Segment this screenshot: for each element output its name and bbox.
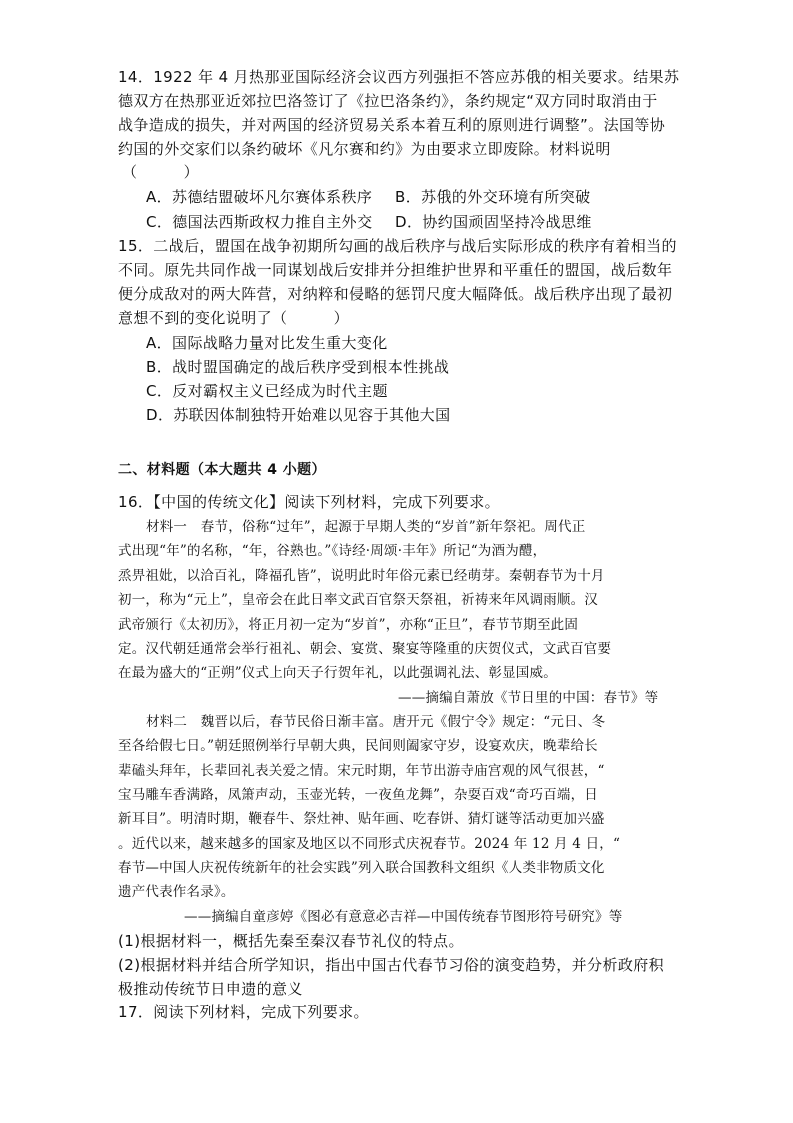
material1-line-1: 材料一 春节，俗称“过年”，起源于早期人类的“岁首”新年祭祀。周代正 xyxy=(146,519,586,535)
q14-option-a: A．苏德结盟破坏凡尔赛体系秩序 xyxy=(146,188,373,206)
q15-line-2: 不同。原先共同作战一同谋划战后安排并分担维护世界和平重任的盟国，战后数年 xyxy=(118,261,673,279)
material2-source: ——摘编自童彦婷《图必有意意必吉祥—中国传统春节图形符号研究》等 xyxy=(184,909,623,925)
material2-line-2: 至各给假七日。”朝廷照例举行早朝大典，民间则阖家守岁，设宴欢庆，晚辈给长 xyxy=(118,738,598,754)
material2-line-6: 。近代以来，越来越多的国家及地区以不同形式庆祝春节。2024 年 12 月 4 日，“ xyxy=(118,836,621,852)
q16-subquestion-2-line-2: 极推动传统节日申遗的意义 xyxy=(118,980,303,998)
q15-line-3: 便分成敌对的两大阵营，对纳粹和侵略的惩罚尺度大幅降低。战后秩序出现了最初 xyxy=(118,285,673,303)
q15-option-d: D．苏联因体制独特开始难以见容于其他大国 xyxy=(146,406,451,424)
material1-line-2: 式出现“年”的名称，“年，谷熟也。”《诗经·周颂·丰年》所记“为酒为醴， xyxy=(118,543,547,559)
q14-line-4: 约国的外交家们以条约破坏《凡尔赛和约》为由要求立即废除。材料说明 xyxy=(118,140,611,158)
q15-line-4: 意想不到的变化说明了（ ） xyxy=(118,309,350,327)
material2-line-3: 辈磕头拜年，长辈回礼表关爱之情。宋元时期，年节出游寺庙宫观的风气很甚，“ xyxy=(118,763,605,779)
q14-option-b: B．苏俄的外交环境有所突破 xyxy=(395,188,591,206)
q14-line-3: 战争造成的损失，并对两国的经济贸易关系本着互利的原则进行调整”。法国等协 xyxy=(118,116,666,134)
q14-line-1: 14．1922 年 4 月热那亚国际经济会议西方列强拒不答应苏俄的相关要求。结果苏 xyxy=(118,68,680,86)
material2-line-7: 春节—中国人庆祝传统新年的社会实践”列入联合国教科文组织《人类非物质文化 xyxy=(118,860,605,876)
q15-option-c: C．反对霸权主义已经成为时代主题 xyxy=(146,382,388,400)
q17-intro: 17．阅读下列材料，完成下列要求。 xyxy=(118,1003,369,1021)
q16-subquestion-1: (1)根据材料一，概括先秦至秦汉春节礼仪的特点。 xyxy=(118,932,464,950)
material2-line-5: 新耳目”。明清时期，鞭春牛、祭灶神、贴年画、吃春饼、猜灯谜等活动更加兴盛 xyxy=(118,811,605,827)
material1-line-5: 武帝颁行《太初历》，将正月初一定为“岁首”，亦称“正旦”，春节节期至此固 xyxy=(118,617,579,633)
material1-source: ——摘编自萧放《节日里的中国：春节》等 xyxy=(398,690,659,706)
q14-option-d: D．协约国顽固坚持冷战思维 xyxy=(395,213,592,231)
q15-option-a: A．国际战略力量对比发生重大变化 xyxy=(146,334,388,352)
material1-line-6: 定。汉代朝廷通常会举行祖礼、朝会、宴赏、聚宴等隆重的庆贺仪式，文武百官要 xyxy=(118,641,612,657)
q14-line-2: 德双方在热那亚近郊拉巴洛签订了《拉巴洛条约》，条约规定“双方同时取消由于 xyxy=(118,92,658,110)
material1-line-7: 在最为盛大的“正朔”仪式上向天子行贺年礼，以此强调礼法、彰显国威。 xyxy=(118,665,557,681)
material2-line-4: 宝马雕车香满路，凤箫声动，玉壶光转，一夜鱼龙舞”，杂耍百戏“奇巧百端，日 xyxy=(118,787,599,803)
q15-option-b: B．战时盟国确定的战后秩序受到根本性挑战 xyxy=(146,358,450,376)
material1-line-4: 初一，称为“元上”，皇帝会在此日率文武百官祭天祭祖，祈祷来年风调雨顺。汉 xyxy=(118,592,599,608)
q16-subquestion-2-line-1: (2)根据材料并结合所学知识，指出中国古代春节习俗的演变趋势，并分析政府积 xyxy=(118,956,665,974)
material2-line-8: 遗产代表作名录》。 xyxy=(118,884,235,900)
section-heading: 二、材料题（本大题共 4 小题） xyxy=(118,462,326,478)
q16-intro: 16．【中国的传统文化】阅读下列材料，完成下列要求。 xyxy=(118,493,500,511)
q14-option-c: C．德国法西斯政权力推自主外交 xyxy=(146,213,373,231)
q15-line-1: 15．二战后，盟国在战争初期所勾画的战后秩序与战后实际形成的秩序有着相当的 xyxy=(118,237,677,255)
material2-line-1: 材料二 魏晋以后，春节民俗日渐丰富。唐开元《假宁令》规定：“元日、冬 xyxy=(146,714,606,730)
material1-line-3: 烝畀祖妣，以洽百礼，降福孔皆”，说明此时年俗元素已经萌芽。秦朝春节为十月 xyxy=(118,568,605,584)
q14-answer-blank: （ ） xyxy=(122,163,200,181)
